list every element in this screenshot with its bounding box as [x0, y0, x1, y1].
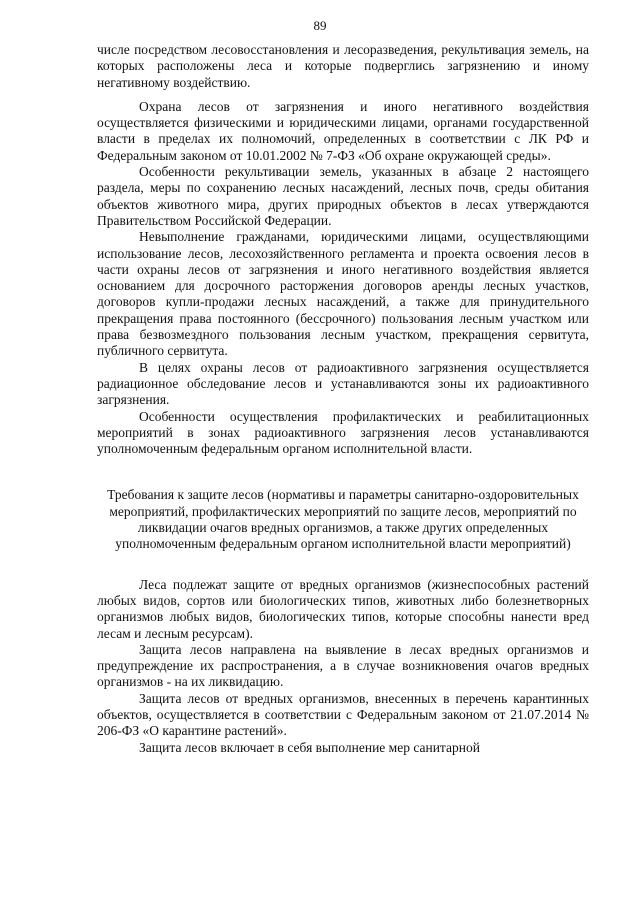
paragraph: Защита лесов включает в себя выполнение мер санитарной: [139, 739, 480, 755]
paragraph: Защита лесов направлена на выявление в лесах вредных организмов и предупреждение их распространения, а в случае возникновения очагов вредных организмов - на их ликвидацию.: [97, 641, 589, 690]
section-heading: Требования к защите лесов (нормативы и параметры санитарно-оздоровительных мероприятий, профилактических мероприятий по защите лесов, мероприятий по ликвидации очагов вредных организмов, а также других определенных уполномоченным федеральным органом исполнительной власти мероприятий): [107, 487, 579, 552]
paragraph: числе посредством лесовосстановления и лесоразведения, рекультивация земель, на которых расположены леса и которые подверглись загрязнению и иному негативному воздействию.: [97, 42, 589, 90]
document-body: [97, 42, 589, 756]
paragraph: Леса подлежат защите от вредных организмов (жизнеспособных растений любых видов, сортов или биологических типов, животных либо болезнетворных организмов любых видов, биологических типов, которые способны нанести вред лесам и лесным ресурсам).: [97, 576, 589, 641]
paragraph: Невыполнение гражданами, юридическими лицами, осуществляющими использование лесов, лесохозяйственного регламента и проекта освоения лесов в части охраны лесов от загрязнения и иного негативного воздействия является основанием для досрочного расторжения договоров аренды лесных участков, договоров купли-продажи лесных насаждений, а также для принудительного прекращения права постоянного (бессрочного) пользования лесным участком или права безвозмездного пользования лесным участком, прекращения сервитута, публичного сервитута.: [97, 229, 589, 359]
paragraph: Защита лесов от вредных организмов, внесенных в перечень карантинных объектов, осуществляется в соответствии с Федеральным законом от 21.07.2014 № 206-ФЗ «О карантине растений».: [97, 690, 589, 739]
paragraph: Особенности осуществления профилактических и реабилитационных мероприятий в зонах радиоактивного загрязнения лесов устанавливаются уполномоченным федеральным органом исполнительной власти.: [97, 408, 589, 457]
paragraph: Охрана лесов от загрязнения и иного негативного воздействия осуществляется физическими и юридическими лицами, органами государственной власти в пределах их полномочий, определенных в соответствии с ЛК РФ и Федеральным законом от 10.01.2002 № 7-ФЗ «Об охране окружающей среды».: [97, 98, 589, 163]
paragraph: Особенности рекультивации земель, указанных в абзаце 2 настоящего раздела, меры по сохранению лесных насаждений, лесных почв, среды обитания объектов животного мира, других природных объектов в лесах утверждаются Правительством Российской Федерации.: [97, 164, 589, 228]
paragraph: В целях охраны лесов от радиоактивного загрязнения осуществляется радиационное обследование лесов и устанавливаются зоны их радиоактивного загрязнения.: [97, 359, 589, 408]
page-number: 89: [313, 18, 327, 33]
